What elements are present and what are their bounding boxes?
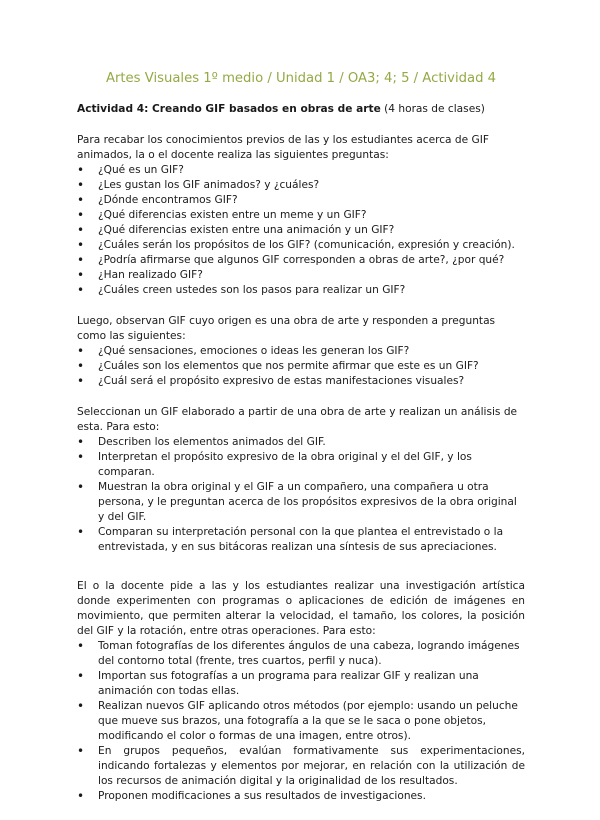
list-item: • ¿Cuáles son los elementos que nos permite afirmar que este es un GIF? xyxy=(77,359,525,374)
section-investigation xyxy=(77,579,525,804)
activity-title xyxy=(77,102,525,117)
question-list xyxy=(77,344,525,389)
section-intro: El o la docente pide a las y los estudiantes realizar una investigación artística donde experimenten con programas o aplicaciones de edición de imágenes en movimiento, que permiten alterar la velocidad, el tamaño, los colores, la posición del GIF y la rotación, entre otras operaciones. Para esto: xyxy=(77,580,525,637)
document-page xyxy=(77,70,525,820)
question-list xyxy=(77,163,525,298)
list-item: • ¿Dónde encontramos GIF? xyxy=(77,193,525,208)
list-item: • ¿Cuáles serán los propósitos de los GIF? (comunicación, expresión y creación). xyxy=(77,238,525,253)
activity-title-bold: Actividad 4: Creando GIF basados en obras de arte xyxy=(77,103,381,115)
list-item: • ¿Qué diferencias existen entre una animación y un GIF? xyxy=(77,223,525,238)
list-item: • Muestran la obra original y el GIF a un compañero, una compañera u otra persona, y le preguntan acerca de los propósitos expresivos de la obra original y del GIF. xyxy=(77,480,525,525)
list-item: • ¿Les gustan los GIF animados? y ¿cuáles? xyxy=(77,178,525,193)
list-item: • Toman fotografías de los diferentes ángulos de una cabeza, logrando imágenes del contorno total (frente, tres cuartos, perfil y nuca). xyxy=(77,639,525,669)
list-item: • ¿Han realizado GIF? xyxy=(77,268,525,283)
list-item: • ¿Cuáles creen ustedes son los pasos para realizar un GIF? xyxy=(77,283,525,298)
step-list xyxy=(77,435,525,555)
list-item: • Interpretan el propósito expresivo de la obra original y el del GIF, y los comparan. xyxy=(77,450,525,480)
page-header: Artes Visuales 1º medio / Unidad 1 / OA3; 4; 5 / Actividad 4 xyxy=(105,71,497,86)
section-analysis xyxy=(77,405,525,555)
list-item: • Comparan su interpretación personal con la que plantea el entrevistado o la entrevistada, y en sus bitácoras realizan una síntesis de sus apreciaciones. xyxy=(77,525,525,555)
list-item: • ¿Qué diferencias existen entre un meme y un GIF? xyxy=(77,208,525,223)
list-item: • ¿Qué sensaciones, emociones o ideas les generan los GIF? xyxy=(77,344,525,359)
list-item: • Realizan nuevos GIF aplicando otros métodos (por ejemplo: usando un peluche que mueve sus brazos, una fotografía a la que se le saca o pone objetos, modificando el color o formas de una imagen, entre otros). xyxy=(77,699,525,744)
list-item: • ¿Cuál será el propósito expresivo de estas manifestaciones visuales? xyxy=(77,374,525,389)
section-observation xyxy=(77,314,525,389)
list-item: • ¿Qué es un GIF? xyxy=(77,163,525,178)
list-item: • En grupos pequeños, evalúan formativamente sus experimentaciones, indicando fortalezas y elementos por mejorar, en relación con la utilización de los recursos de animación digital y la originalidad de los resultados. xyxy=(77,744,525,789)
section-previous-knowledge xyxy=(77,133,525,298)
section-intro: Para recabar los conocimientos previos de las y los estudiantes acerca de GIF animados, la o el docente realiza las siguientes preguntas: xyxy=(77,134,489,161)
list-item: • Describen los elementos animados del GIF. xyxy=(77,435,525,450)
list-item: • Proponen modificaciones a sus resultados de investigaciones. xyxy=(77,789,525,804)
list-item: • ¿Podría afirmarse que algunos GIF corresponden a obras de arte?, ¿por qué? xyxy=(77,253,525,268)
activity-duration: (4 horas de clases) xyxy=(380,103,485,115)
step-list xyxy=(77,639,525,804)
section-intro: Luego, observan GIF cuyo origen es una obra de arte y responden a preguntas como las siguientes: xyxy=(77,315,496,342)
list-item: • Importan sus fotografías a un programa para realizar GIF y realizan una animación con todas ellas. xyxy=(77,669,525,699)
section-intro: Seleccionan un GIF elaborado a partir de una obra de arte y realizan un análisis de esta. Para esto: xyxy=(77,406,518,433)
